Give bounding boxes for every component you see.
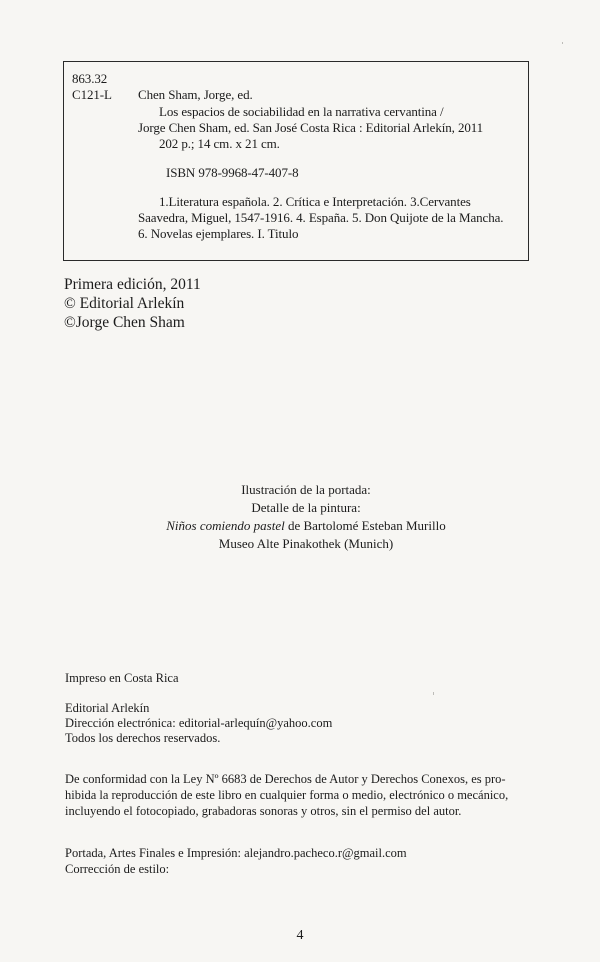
catalog-isbn: ISBN 978-9968-47-407-8 bbox=[166, 165, 299, 180]
proofreading-credit: Corrección de estilo: bbox=[65, 862, 170, 876]
legal-line3: incluyendo el fotocopiado, grabadoras sonoras y otros, sin el permiso del autor. bbox=[65, 804, 462, 818]
catalog-subjects-line1: 1.Literatura española. 2. Crítica e Interpretación. 3.Cervantes bbox=[159, 194, 471, 209]
catalog-subjects-line3: 6. Novelas ejemplares. I. Titulo bbox=[138, 226, 299, 241]
legal-line2: hibida la reproducción de este libro en cualquier forma o medio, electrónico o mecánico, bbox=[65, 788, 509, 802]
publisher-name: Editorial Arlekín bbox=[65, 701, 150, 715]
cutter-number: C121-L bbox=[72, 87, 112, 102]
cover-painting bbox=[6, 517, 600, 535]
catalog-subjects-line2: Saavedra, Miguel, 1547-1916. 4. España. 5. Don Quijote de la Mancha. bbox=[138, 210, 504, 225]
catalog-physical: 202 p.; 14 cm. x 21 cm. bbox=[159, 136, 280, 151]
cover-detail: Detalle de la pintura: bbox=[251, 500, 361, 515]
cover-museum: Museo Alte Pinakothek (Munich) bbox=[218, 536, 394, 551]
copyright-publisher: © Editorial Arlekín bbox=[64, 295, 185, 312]
catalog-title: Los espacios de sociabilidad en la narrativa cervantina / bbox=[159, 104, 444, 119]
catalog-imprint: Jorge Chen Sham, ed. San José Costa Rica : Editorial Arlekín, 2011 bbox=[138, 120, 484, 135]
publisher-email: Dirección electrónica: editorial-arlequín@yahoo.com bbox=[65, 716, 333, 730]
catalog-card bbox=[63, 61, 529, 261]
class-number: 863.32 bbox=[72, 71, 108, 86]
first-edition: Primera edición, 2011 bbox=[64, 276, 201, 293]
catalog-author: Chen Sham, Jorge, ed. bbox=[138, 87, 253, 102]
scan-speck bbox=[433, 692, 434, 695]
production-credit: Portada, Artes Finales e Impresión: alejandro.pacheco.r@gmail.com bbox=[65, 846, 407, 860]
cover-heading: Ilustración de la portada: bbox=[241, 482, 371, 497]
publisher-rights: Todos los derechos reservados. bbox=[65, 731, 221, 745]
page-number: 4 bbox=[296, 928, 304, 943]
legal-line1: De conformidad con la Ley Nº 6683 de Derechos de Autor y Derechos Conexos, es pro- bbox=[65, 772, 506, 786]
printed-in: Impreso en Costa Rica bbox=[65, 671, 179, 685]
scan-speck bbox=[562, 42, 563, 44]
painting-title: Niños comiendo pastel bbox=[166, 518, 285, 533]
painting-author: de Bartolomé Esteban Murillo bbox=[284, 518, 446, 533]
copyright-author: ©Jorge Chen Sham bbox=[64, 314, 185, 331]
